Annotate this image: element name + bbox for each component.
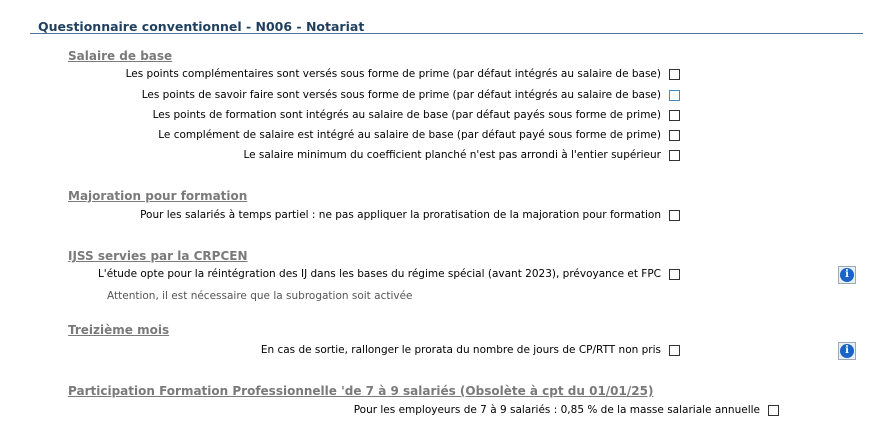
- info-button-ijss[interactable]: [838, 266, 856, 284]
- section-title-majoration-formation: Majoration pour formation: [68, 189, 248, 203]
- option-row-points-formation: [153, 107, 680, 123]
- checkbox-employeurs-7-9[interactable]: [768, 405, 779, 416]
- option-row-prorata-cp-rtt: [261, 342, 680, 358]
- option-row-salaire-minimum: [243, 147, 680, 163]
- option-label: Les points complémentaires sont versés sous forme de prime (par défaut intégrés au salaire de base): [125, 68, 661, 80]
- info-icon: i: [840, 344, 854, 358]
- option-row-reintegration-ij: [98, 266, 680, 282]
- section-title-salaire-de-base: Salaire de base: [68, 49, 173, 63]
- checkbox-prorata-cp-rtt[interactable]: [669, 345, 680, 356]
- checkbox-temps-partiel[interactable]: [669, 210, 680, 221]
- option-label: Les points de savoir faire sont versés sous forme de prime (par défaut intégrés au salaire de base): [141, 89, 661, 101]
- section-title-ijss-crpcen: IJSS servies par la CRPCEN: [68, 249, 248, 263]
- checkbox-points-formation[interactable]: [669, 110, 680, 121]
- checkbox-points-savoir-faire[interactable]: [669, 90, 680, 101]
- checkbox-complement-salaire[interactable]: [669, 130, 680, 141]
- option-row-points-savoir-faire: [142, 87, 680, 103]
- info-icon: i: [840, 268, 854, 282]
- option-label: L'étude opte pour la réintégration des IJ dans les bases du régime spécial (avant 2023), prévoyance et FPC: [97, 268, 661, 280]
- section-title-participation-formation: Participation Formation Professionnelle 'de 7 à 9 salariés (Obsolète à cpt du 01/01/25): [68, 384, 654, 398]
- subrogation-warning-note: Attention, il est nécessaire que la subrogation soit activée: [107, 290, 413, 302]
- checkbox-points-complementaires[interactable]: [669, 69, 680, 80]
- checkbox-reintegration-ij[interactable]: [669, 269, 680, 280]
- info-button-treizieme-mois[interactable]: [838, 342, 856, 360]
- option-row-points-complementaires: [126, 66, 680, 82]
- section-title-treizieme-mois: Treizième mois: [68, 323, 170, 337]
- option-label: Les points de formation sont intégrés au salaire de base (par défaut payés sous forme de prime): [152, 109, 661, 121]
- option-label: Pour les employeurs de 7 à 9 salariés : 0,85 % de la masse salariale annuelle: [353, 404, 760, 416]
- option-row-temps-partiel: [140, 207, 680, 223]
- option-row-complement-salaire: [158, 127, 680, 143]
- page-title: Questionnaire conventionnel - N006 - Notariat: [38, 19, 365, 34]
- option-label: Le complément de salaire est intégré au salaire de base (par défaut payé sous forme de prime): [158, 129, 661, 141]
- option-label: En cas de sortie, rallonger le prorata du nombre de jours de CP/RTT non pris: [260, 344, 661, 356]
- option-label: Le salaire minimum du coefficient planché n'est pas arrondi à l'entier supérieur: [243, 149, 661, 161]
- option-label: Pour les salariés à temps partiel : ne pas appliquer la proratisation de la majoration pour formation: [140, 209, 661, 221]
- checkbox-salaire-minimum[interactable]: [669, 150, 680, 161]
- option-row-employeurs-7-9: [354, 402, 779, 418]
- header-divider: [30, 33, 863, 34]
